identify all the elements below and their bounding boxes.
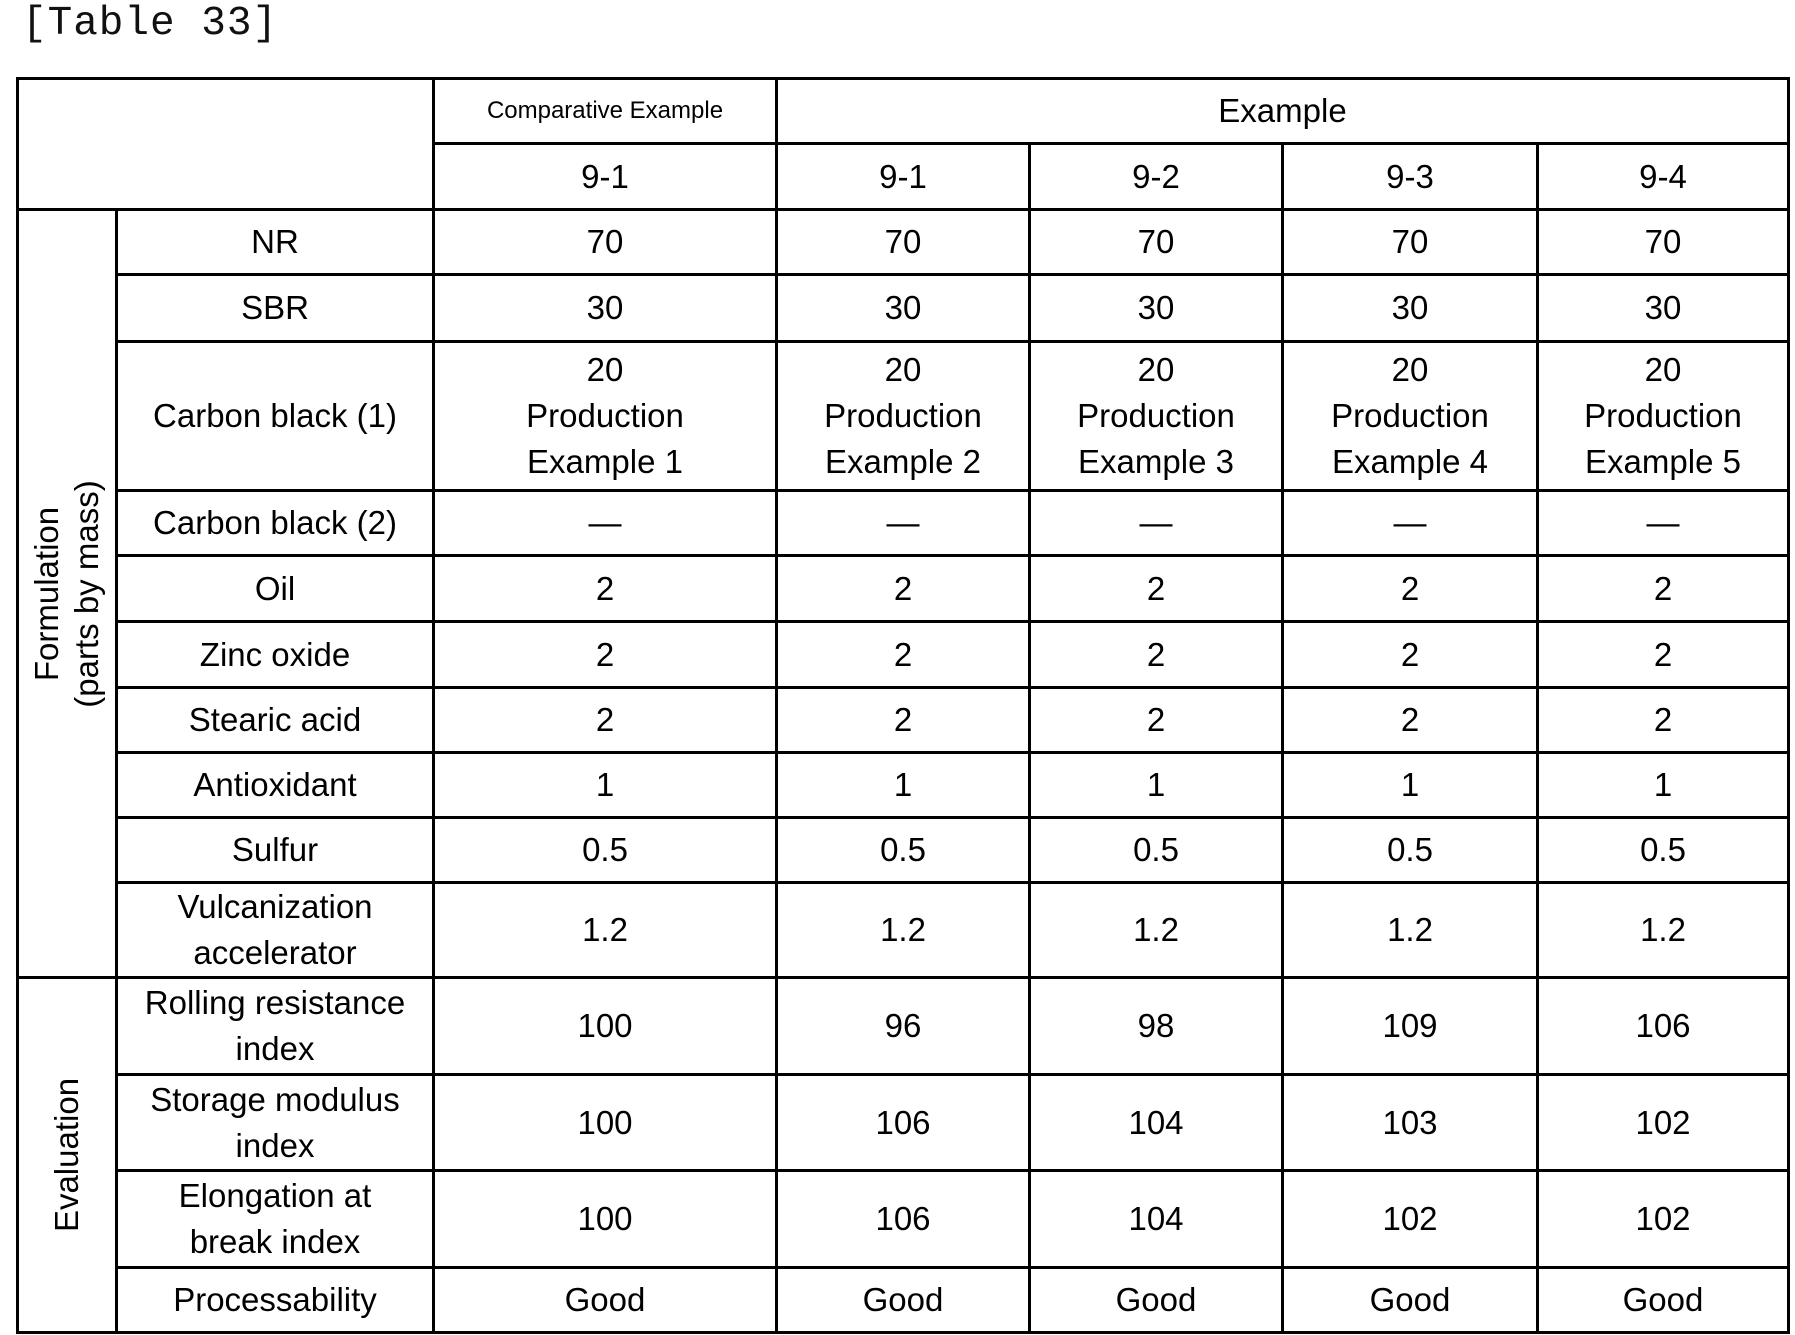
- table-cell: 100: [434, 1075, 777, 1171]
- table-cell: Good: [1283, 1268, 1538, 1333]
- table-cell: 2: [777, 556, 1030, 622]
- table-row: [18, 1268, 1789, 1333]
- table-cell: 2: [1283, 556, 1538, 622]
- table-cell: 2: [1030, 622, 1283, 688]
- table-cell: 0.5: [1283, 818, 1538, 883]
- table-cell: 30: [1538, 275, 1789, 342]
- column-header: 9-1: [434, 144, 777, 210]
- row-label: Carbon black (2): [117, 491, 434, 556]
- table-row: [18, 1075, 1789, 1171]
- table-cell: 2: [1538, 556, 1789, 622]
- table-cell: 2: [1538, 688, 1789, 753]
- table-row: [18, 818, 1789, 883]
- table-cell: 106: [777, 1171, 1030, 1268]
- evaluation-label: Evaluation: [48, 1077, 85, 1233]
- table-cell: 102: [1283, 1171, 1538, 1268]
- table-row: [18, 883, 1789, 978]
- table-cell: Good: [777, 1268, 1030, 1333]
- table-cell: Good: [1538, 1268, 1789, 1333]
- column-header: 9-1: [777, 144, 1030, 210]
- table-row: [18, 1171, 1789, 1268]
- table-cell: 20 Production Example 2: [777, 342, 1030, 491]
- table-cell: 106: [1538, 978, 1789, 1075]
- table-cell: 70: [1030, 210, 1283, 275]
- table-cell: —: [1283, 491, 1538, 556]
- table-cell: 104: [1030, 1075, 1283, 1171]
- table-cell: 109: [1283, 978, 1538, 1075]
- comparative-example-header: Comparative Example: [434, 79, 777, 144]
- formulation-group-label: [18, 210, 117, 978]
- table-row: [18, 491, 1789, 556]
- row-label: Elongation at break index: [117, 1171, 434, 1268]
- table-cell: 1: [1538, 753, 1789, 818]
- table-cell: 30: [434, 275, 777, 342]
- table-cell: 20 Production Example 3: [1030, 342, 1283, 491]
- row-label: Rolling resistance index: [117, 978, 434, 1075]
- table-cell: 0.5: [777, 818, 1030, 883]
- table-cell: 2: [1030, 556, 1283, 622]
- row-label: Sulfur: [117, 818, 434, 883]
- table-cell: 96: [777, 978, 1030, 1075]
- table-row: [18, 753, 1789, 818]
- table-cell: 2: [1538, 622, 1789, 688]
- table-cell: 1.2: [434, 883, 777, 978]
- row-label: Oil: [117, 556, 434, 622]
- formulation-unit-label: (parts by mass): [68, 479, 105, 708]
- table-cell: 30: [1030, 275, 1283, 342]
- table-row: [18, 556, 1789, 622]
- table-cell: 30: [1283, 275, 1538, 342]
- table-cell: —: [434, 491, 777, 556]
- table-cell: 2: [434, 622, 777, 688]
- column-header: 9-3: [1283, 144, 1538, 210]
- table-cell: —: [1030, 491, 1283, 556]
- table-title: [Table 33]: [22, 1, 279, 47]
- table-cell: 70: [1283, 210, 1538, 275]
- table-cell: 1: [1283, 753, 1538, 818]
- table-cell: 2: [1030, 688, 1283, 753]
- table-row: [18, 342, 1789, 491]
- table-cell: 102: [1538, 1075, 1789, 1171]
- table-cell: 0.5: [1030, 818, 1283, 883]
- table-row: [18, 622, 1789, 688]
- row-label: Antioxidant: [117, 753, 434, 818]
- table-cell: 2: [777, 622, 1030, 688]
- table-cell: 102: [1538, 1171, 1789, 1268]
- row-label: Stearic acid: [117, 688, 434, 753]
- table-cell: 1.2: [1283, 883, 1538, 978]
- example-header: Example: [777, 79, 1789, 144]
- table-cell: 103: [1283, 1075, 1538, 1171]
- row-label: Processability: [117, 1268, 434, 1333]
- row-label: NR: [117, 210, 434, 275]
- table-cell: 2: [434, 688, 777, 753]
- table-cell: 1: [777, 753, 1030, 818]
- table-cell: 100: [434, 1171, 777, 1268]
- table-cell: —: [777, 491, 1030, 556]
- table-row: [18, 210, 1789, 275]
- table-cell: 1: [1030, 753, 1283, 818]
- table-cell: Good: [434, 1268, 777, 1333]
- table-cell: 1.2: [777, 883, 1030, 978]
- table-cell: 70: [1538, 210, 1789, 275]
- formulation-label: Formulation: [28, 506, 65, 681]
- evaluation-group-label: [18, 978, 117, 1333]
- table-cell: 1.2: [1030, 883, 1283, 978]
- table-cell: Good: [1030, 1268, 1283, 1333]
- table-cell: 1.2: [1538, 883, 1789, 978]
- table-row: [18, 275, 1789, 342]
- table-cell: 2: [434, 556, 777, 622]
- table-cell: 0.5: [434, 818, 777, 883]
- table-cell: 104: [1030, 1171, 1283, 1268]
- row-label: Vulcanization accelerator: [117, 883, 434, 978]
- table-cell: 20 Production Example 5: [1538, 342, 1789, 491]
- table-cell: 98: [1030, 978, 1283, 1075]
- table-cell: —: [1538, 491, 1789, 556]
- table-row: [18, 978, 1789, 1075]
- row-label: Carbon black (1): [117, 342, 434, 491]
- table-cell: 0.5: [1538, 818, 1789, 883]
- table-cell: 2: [777, 688, 1030, 753]
- corner-cell: [18, 79, 434, 210]
- table-cell: 2: [1283, 622, 1538, 688]
- formulation-table: [16, 77, 1790, 1334]
- row-label: SBR: [117, 275, 434, 342]
- table-row: [18, 688, 1789, 753]
- table-cell: 100: [434, 978, 777, 1075]
- row-label: Zinc oxide: [117, 622, 434, 688]
- table-cell: 70: [434, 210, 777, 275]
- table-cell: 20 Production Example 4: [1283, 342, 1538, 491]
- header-row-groups: [18, 79, 1789, 144]
- row-label: Storage modulus index: [117, 1075, 434, 1171]
- table-cell: 20 Production Example 1: [434, 342, 777, 491]
- table-cell: 106: [777, 1075, 1030, 1171]
- table-cell: 1: [434, 753, 777, 818]
- column-header: 9-2: [1030, 144, 1283, 210]
- table-cell: 30: [777, 275, 1030, 342]
- table-cell: 70: [777, 210, 1030, 275]
- table-cell: 2: [1283, 688, 1538, 753]
- column-header: 9-4: [1538, 144, 1789, 210]
